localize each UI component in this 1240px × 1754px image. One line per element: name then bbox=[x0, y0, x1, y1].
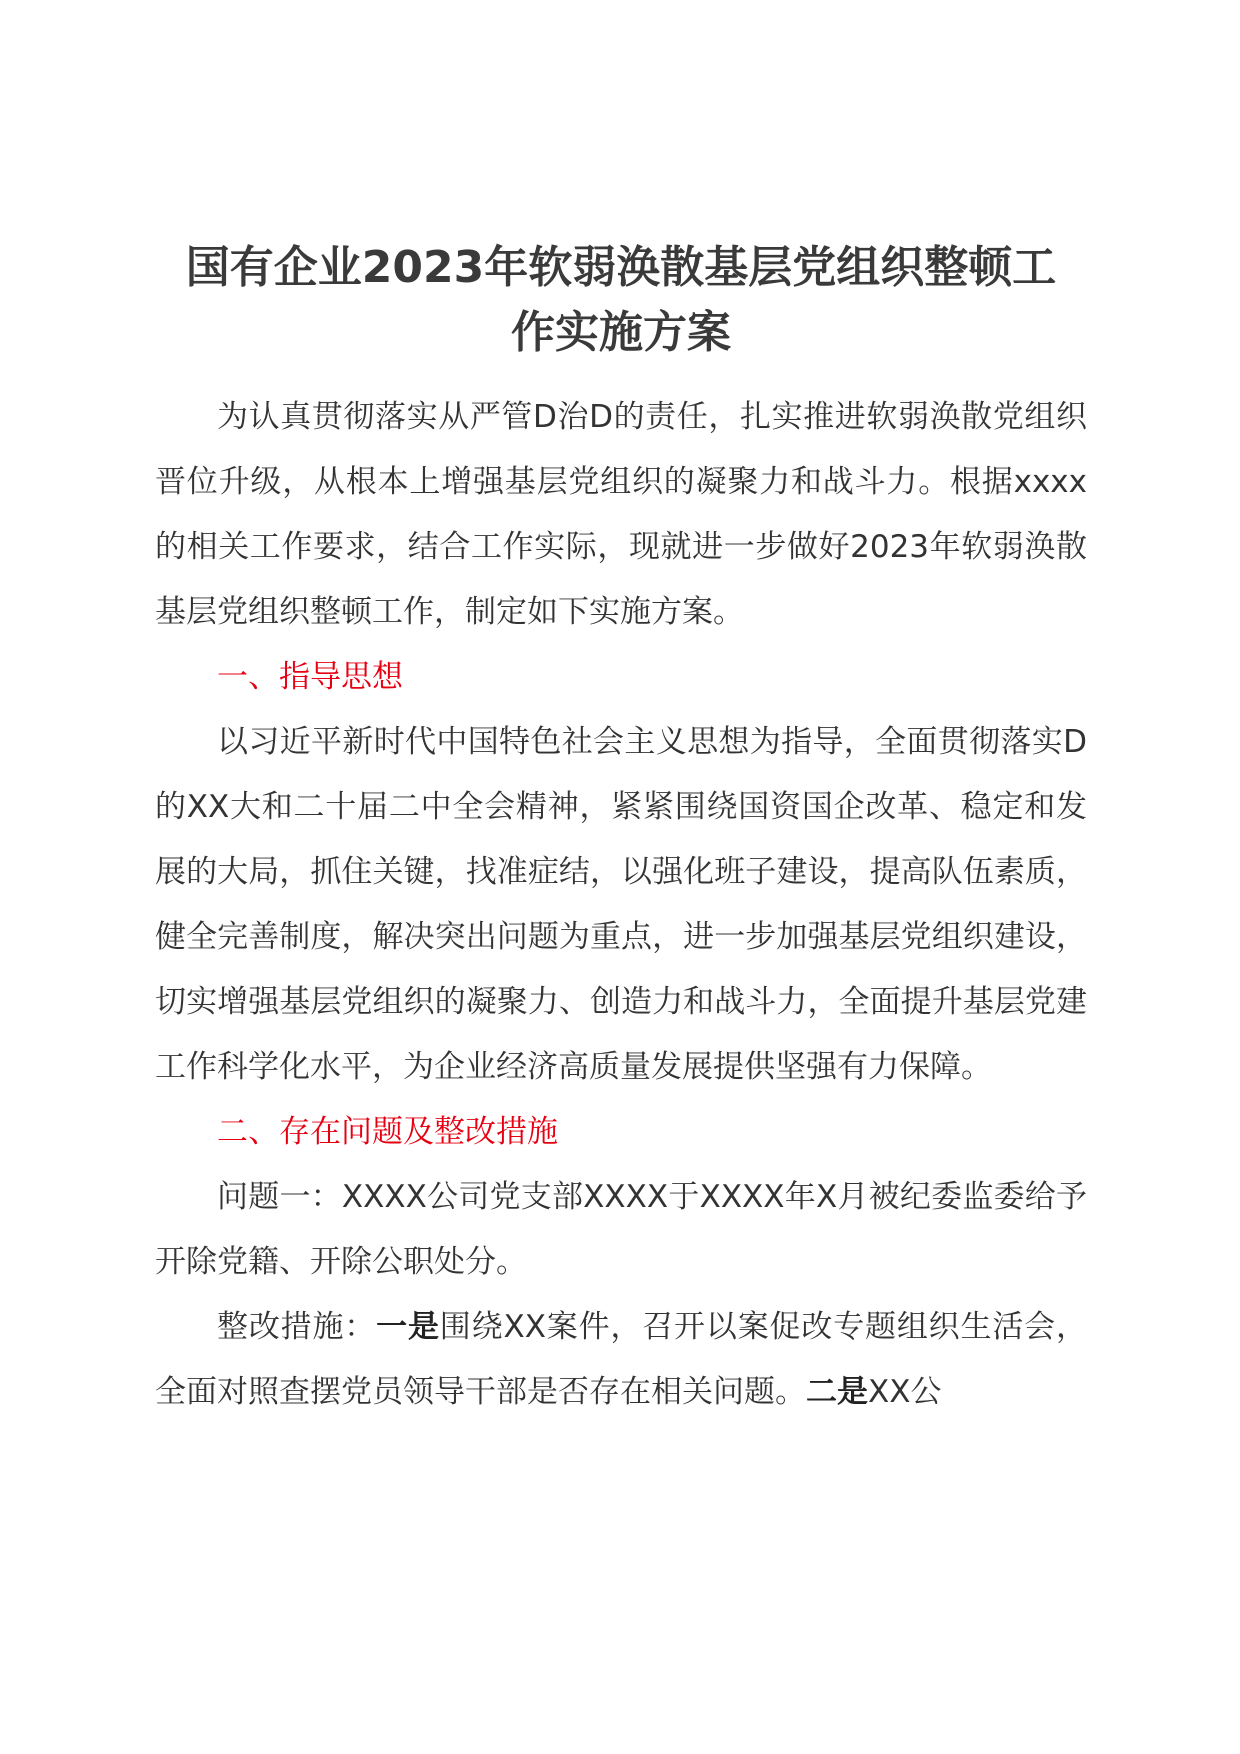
document-title bbox=[155, 235, 1087, 365]
section-heading-guiding-ideology: 一、指导思想 bbox=[217, 659, 403, 695]
measure-two-lead: 二是 bbox=[806, 1374, 868, 1410]
measure-one-lead: 一是 bbox=[376, 1309, 440, 1345]
problem-one-paragraph: 问题一：XXXX公司党支部XXXX于XXXX年X月被纪委监委给予开除党籍、开除公职处分。 bbox=[155, 1179, 1087, 1280]
measure-two-text: XX公 bbox=[868, 1374, 942, 1410]
section-heading-problems-and-measures: 二、存在问题及整改措施 bbox=[217, 1114, 558, 1150]
guiding-ideology-paragraph: 以习近平新时代中国特色社会主义思想为指导，全面贯彻落实D的XX大和二十届二中全会精神，紧紧围绕国资国企改革、稳定和发展的大局，抓住关键，找准症结，以强化班子建设，提高队伍素质，健全完善制度，解决突出问题为重点，进一步加强基层党组织建设，切实增强基层党组织的凝聚力、创造力和战斗力，全面提升基层党建工作科学化水平，为企业经济高质量发展提供坚强有力保障。 bbox=[155, 724, 1087, 1085]
title-line-2: 作实施方案 bbox=[511, 307, 731, 358]
measure-one-text: 围绕XX案件，召开以案促改专题组织生活会，全面对照查摆党员领导干部是否存在相关问题。 bbox=[155, 1309, 1087, 1410]
document-body bbox=[155, 235, 1087, 1425]
measures-paragraph bbox=[155, 1295, 1087, 1425]
title-line-1: 国有企业2023年软弱涣散基层党组织整顿工 bbox=[185, 242, 1057, 293]
intro-paragraph: 为认真贯彻落实从严管D治D的责任，扎实推进软弱涣散党组织晋位升级，从根本上增强基层党组织的凝聚力和战斗力。根据xxxx的相关工作要求，结合工作实际，现就进一步做好2023年软弱涣散基层党组织整顿工作，制定如下实施方案。 bbox=[155, 399, 1087, 630]
measures-label: 整改措施： bbox=[217, 1309, 377, 1345]
